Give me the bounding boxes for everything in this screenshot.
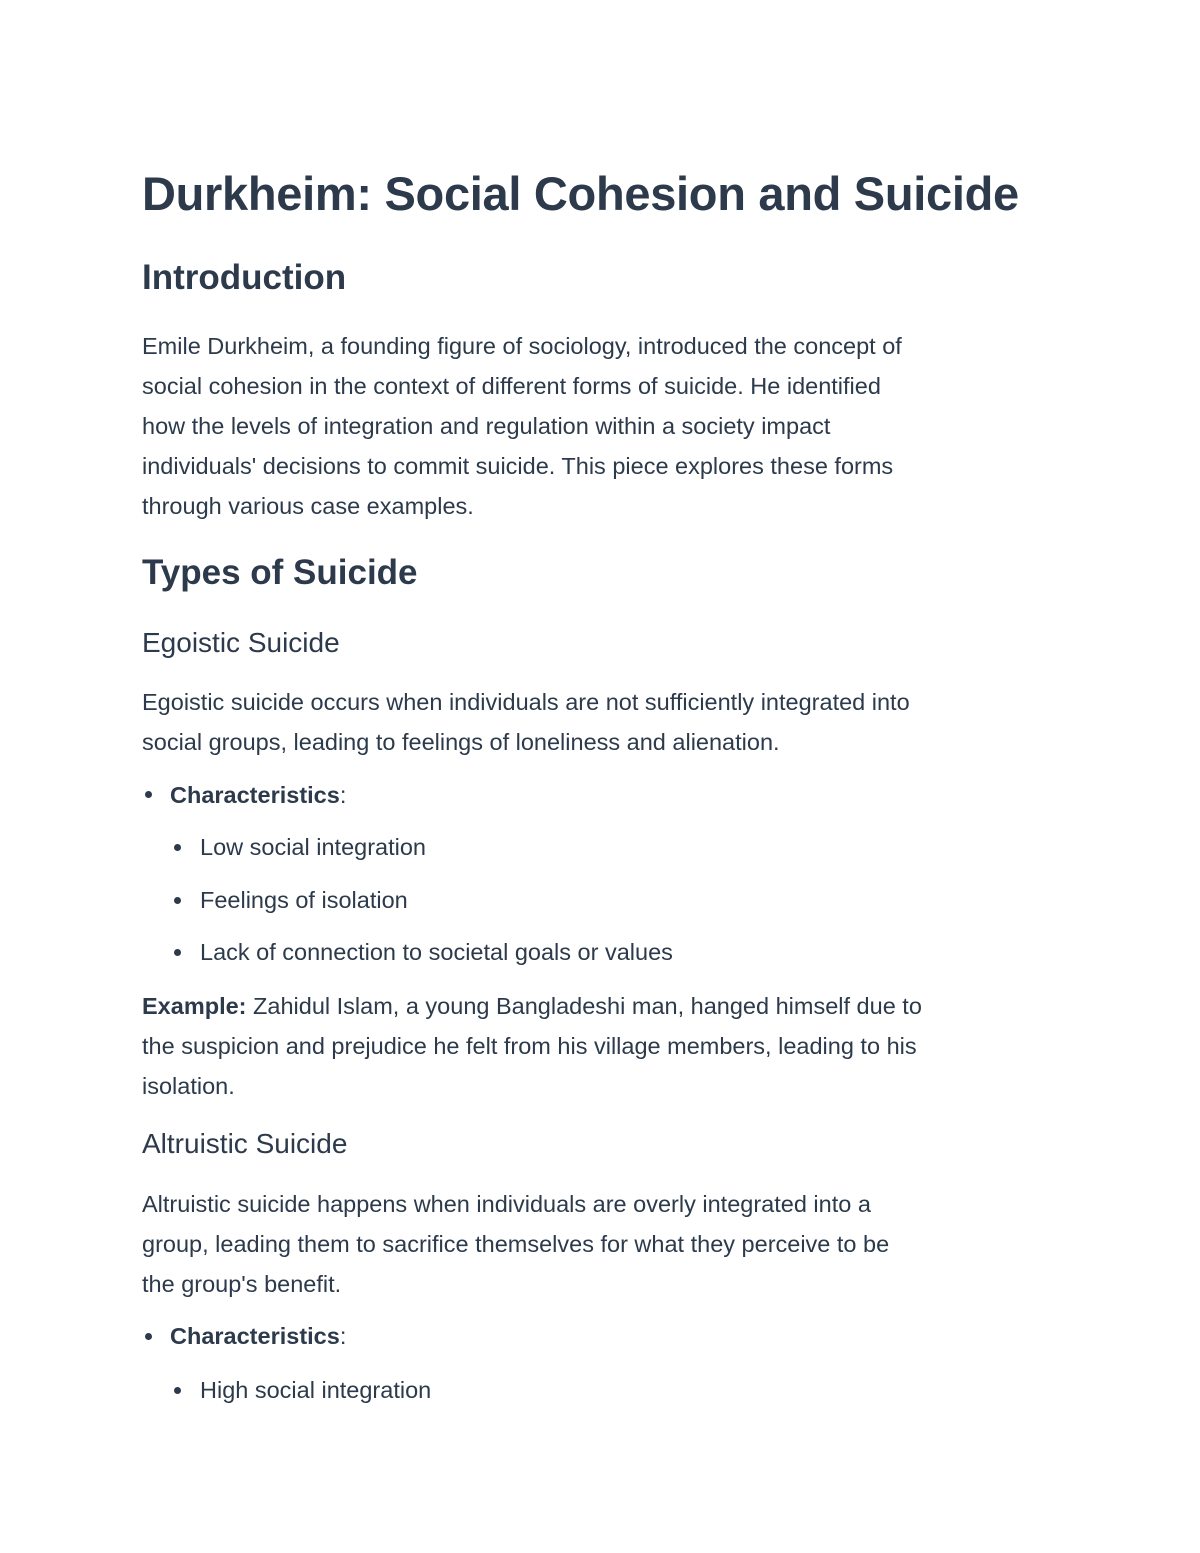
paragraph-line: Altruistic suicide happens when individuals are overly integrated into a (142, 1191, 871, 1217)
altruistic-description (142, 1184, 1072, 1304)
types-of-suicide-heading: Types of Suicide (142, 553, 418, 592)
paragraph-line: social cohesion in the context of different forms of suicide. He identified (142, 373, 881, 399)
bullet-icon (174, 897, 181, 904)
bullet-icon (174, 949, 181, 956)
egoistic-description (142, 682, 1072, 762)
paragraph-line: the suspicion and prejudice he felt from his village members, leading to his (142, 1033, 917, 1059)
egoistic-example (142, 986, 1072, 1106)
paragraph-line: Emile Durkheim, a founding figure of sociology, introduced the concept of (142, 333, 902, 359)
paragraph-line: isolation. (142, 1073, 235, 1099)
altruistic-suicide-heading: Altruistic Suicide (142, 1128, 348, 1159)
egoistic-suicide-heading: Egoistic Suicide (142, 627, 340, 658)
list-item: Lack of connection to societal goals or values (200, 939, 673, 965)
paragraph-line: social groups, leading to feelings of loneliness and alienation. (142, 729, 780, 755)
list-item: High social integration (200, 1377, 432, 1403)
bullet-icon (174, 844, 181, 851)
document-title: Durkheim: Social Cohesion and Suicide (142, 167, 1019, 220)
egoistic-characteristics-label: Characteristics: (170, 782, 347, 808)
introduction-heading: Introduction (142, 258, 347, 297)
example-label: Example: (142, 993, 247, 1019)
paragraph-line: Zahidul Islam, a young Bangladeshi man, hanged himself due to (246, 993, 922, 1019)
bullet-icon (174, 1387, 181, 1394)
bullet-icon (145, 1333, 152, 1340)
paragraph-line: how the levels of integration and regulation within a society impact (142, 413, 831, 439)
paragraph-line: through various case examples. (142, 493, 474, 519)
paragraph-line: Egoistic suicide occurs when individuals are not sufficiently integrated into (142, 689, 910, 715)
list-item: Low social integration (200, 834, 426, 860)
altruistic-characteristics-label: Characteristics: (170, 1323, 347, 1349)
introduction-paragraph (142, 326, 1072, 526)
list-item: Feelings of isolation (200, 887, 408, 913)
paragraph-line: individuals' decisions to commit suicide. This piece explores these forms (142, 453, 894, 479)
paragraph-line: the group's benefit. (142, 1271, 342, 1297)
bullet-icon (145, 791, 152, 798)
paragraph-line: group, leading them to sacrifice themselves for what they perceive to be (142, 1231, 890, 1257)
